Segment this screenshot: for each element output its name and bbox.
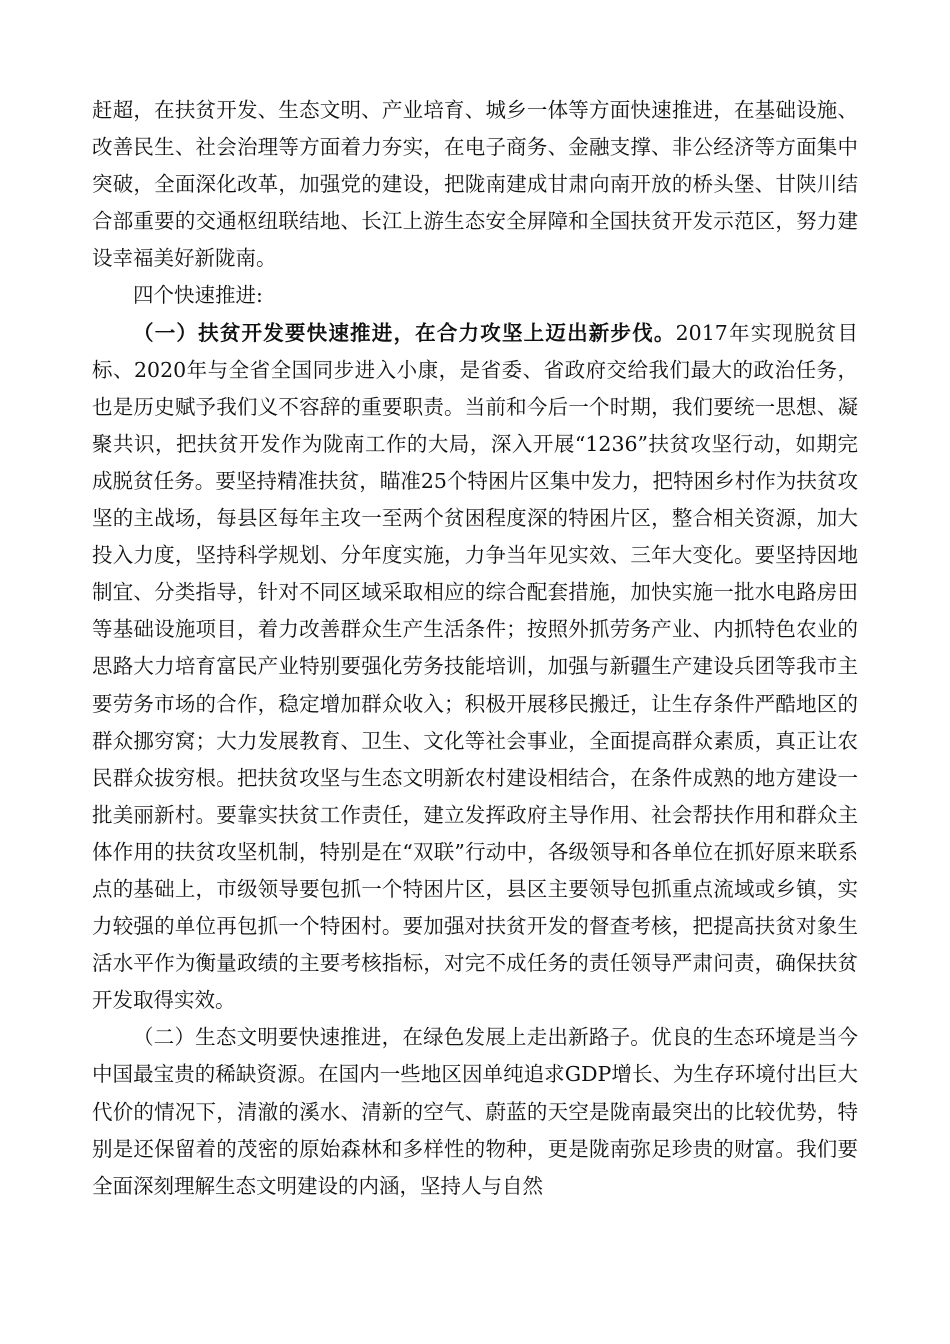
paragraph-continuation: 赶超，在扶贫开发、生态文明、产业培育、城乡一体等方面快速推进，在基础设施、改善民生、社会治理等方面着力夯实，在电子商务、金融支撑、非公经济等方面集中突破，全面深化改革，加强党的建设，把陇南建成甘肃向南开放的桥头堡、甘陕川结合部重要的交通枢纽联结地、长江上游生态安全屏障和全国扶贫开发示范区，努力建设幸福美好新陇南。 xyxy=(92,98,858,271)
item-1-heading: （一）扶贫开发要快速推进，在合力攻坚上迈出新步伐。 xyxy=(133,320,676,345)
item-1-body: 2017年实现脱贫目标、2020年与全省全国同步进入小康，是省委、省政府交给我们最大的政治任务，也是历史赋予我们义不容辞的重要职责。当前和今后一个时期，我们要统一思想、凝聚共识，把扶贫开发作为陇南工作的大局，深入开展“1236”扶贫攻坚行动，如期完成脱贫任务。要坚持精准扶贫，瞄准25个特困片区集中发力，把特困乡村作为扶贫攻坚的主战场，每县区每年主攻一至两个贫困程度深的特困片区，整合相关资源，加大投入力度，坚持科学规划、分年度实施，力争当年见实效、三年大变化。要坚持因地制宜、分类指导，针对不同区域采取相应的综合配套措施，加快实施一批水电路房田等基础设施项目，着力改善群众生产生活条件；按照外抓劳务产业、内抓特色农业的思路大力培育富民产业特别要强化劳务技能培训，加强与新疆生产建设兵团等我市主要劳务市场的合作，稳定增加群众收入；积极开展移民搬迁，让生存条件严酷地区的群众挪穷窝；大力发展教育、卫生、文化等社会事业，全面提高群众素质，真正让农民群众拔穷根。把扶贫攻坚与生态文明新农村建设相结合，在条件成熟的地方建设一批美丽新村。要靠实扶贫工作责任，建立发挥政府主导作用、社会帮扶作用和群众主体作用的扶贫攻坚机制，特别是在“双联”行动中，各级领导和各单位在抓好原来联系点的基础上，市级领导要包抓一个特困片区，县区主要领导包抓重点流域或乡镇，实力较强的单位再包抓一个特困村。要加强对扶贫开发的督查考核，把提高扶贫对象生活水平作为衡量政绩的主要考核指标，对完不成任务的责任领导严肃问责，确保扶贫开发取得实效。 xyxy=(92,320,859,1013)
section-heading: 四个快速推进: xyxy=(133,283,263,308)
document-body xyxy=(92,92,858,1205)
paragraph-item-1 xyxy=(92,315,858,1020)
paragraph-item-2: （二）生态文明要快速推进，在绿色发展上走出新路子。优良的生态环境是当今中国最宝贵的稀缺资源。在国内一些地区因单纯追求GDP增长、为生存环境付出巨大代价的情况下，清澈的溪水、清新的空气、蔚蓝的天空是陇南最突出的比较优势，特别是还保留着的茂密的原始森林和多样性的物种，更是陇南弥足珍贵的财富。我们要全面深刻理解生态文明建设的内涵，坚持人与自然 xyxy=(92,1025,858,1198)
